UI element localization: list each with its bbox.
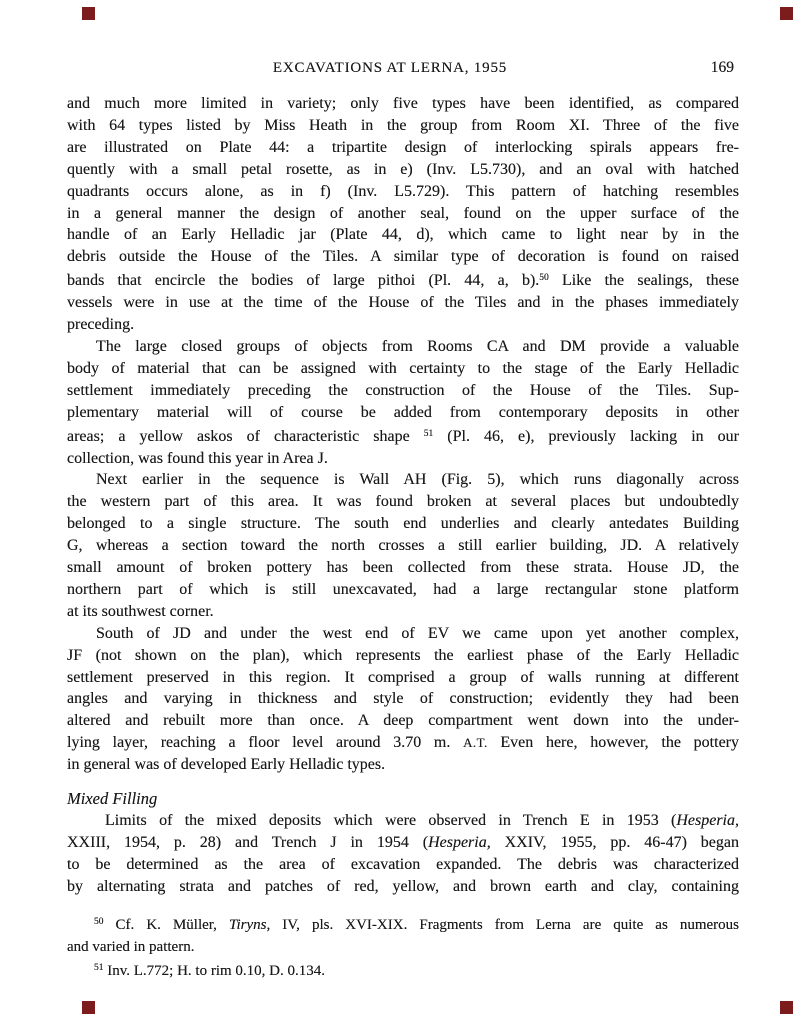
text-line <box>67 876 739 898</box>
running-head-title: EXCAVATIONS AT LERNA, 1955 <box>272 60 508 76</box>
text-line <box>67 579 739 601</box>
text-line <box>67 448 739 470</box>
text-line <box>67 937 739 959</box>
text-segment: JF (not shown on the plan), which represents the earliest phase of the Early Helladic <box>67 646 739 664</box>
text-line <box>67 469 739 491</box>
text-segment: Next earlier in the sequence is Wall AH (Fig. 5), which runs diagonally across <box>96 471 739 489</box>
text-line <box>67 535 739 557</box>
text-line <box>67 688 739 710</box>
text-line <box>67 557 739 579</box>
text-line <box>67 203 739 225</box>
text-segment: small amount of broken pottery has been collected from these strata. House JD, the <box>67 559 739 577</box>
text-segment: altered and rebuilt more than once. A deep compartment went down into the under- <box>67 712 739 730</box>
text-line <box>67 667 739 689</box>
text-segment: and varied in pattern. <box>67 938 195 955</box>
page-header <box>67 59 739 81</box>
text-segment: to be determined as the area of excavation expanded. The debris was characterized <box>67 855 739 873</box>
text-line <box>67 601 739 623</box>
text-segment: debris outside the House of the Tiles. A similar type of decoration is found on raised <box>67 248 739 266</box>
text-segment: bands that encircle the bodies of large pithoi (Pl. 44, a, b). <box>67 272 540 290</box>
text-segment: with 64 types listed by Miss Heath in the group from Room XI. Three of the five <box>67 116 739 134</box>
text-segment: settlement immediately preceding the construction of the House of the Tiles. Sup- <box>67 381 739 399</box>
text-line <box>67 912 739 937</box>
text-segment: northern part of which is still unexcavated, had a large rectangular stone platform <box>67 580 739 598</box>
text-segment: angles and varying in thickness and style of construction; evidently they had been <box>67 690 739 708</box>
text-line <box>67 424 739 448</box>
italic-text: Hesperia, <box>676 812 739 830</box>
italic-text: Tiryns, <box>228 917 271 933</box>
text-segment: Cf. K. Müller, <box>103 917 229 933</box>
text-line <box>67 137 739 159</box>
text-segment: plementary material will of course be added from contemporary deposits in other <box>67 403 739 421</box>
text-segment: lying layer, reaching a floor level around 3.70 m. <box>67 734 464 752</box>
text-line <box>67 358 739 380</box>
text-line <box>67 314 739 336</box>
footnotes-section <box>67 912 739 983</box>
text-line <box>67 380 739 402</box>
text-line <box>67 268 739 292</box>
text-line <box>67 93 739 115</box>
text-line <box>67 754 739 776</box>
section-heading: Mixed Filling <box>67 789 158 809</box>
page-number: 169 <box>710 59 734 76</box>
text-segment: South of JD and under the west end of EV we came upon yet another complex, <box>96 624 739 642</box>
text-segment: areas; a yellow askos of characteristic shape <box>67 427 424 445</box>
text-line <box>67 181 739 203</box>
text-line <box>67 115 739 137</box>
text-segment: body of material that can be assigned with certainty to the stage of the Early Helladic <box>67 359 739 377</box>
text-segment: by alternating strata and patches of red, yellow, and brown earth and clay, containing <box>67 877 739 895</box>
footnote-reference: 50 <box>94 917 104 927</box>
text-line <box>67 854 739 876</box>
corner-mark-bottom-right <box>780 1001 793 1014</box>
page-body-text <box>67 93 739 898</box>
running-head-wrap <box>54 59 726 77</box>
text-segment: XXIV, 1955, pp. 46-47) began <box>490 834 739 851</box>
text-line <box>67 623 739 645</box>
text-segment: collection, was found this year in Area J. <box>67 449 328 467</box>
text-line <box>67 336 739 358</box>
text-segment: Like the sealings, these <box>548 272 739 290</box>
text-segment: at its southwest corner. <box>67 602 214 620</box>
text-segment: are illustrated on Plate 44: a tripartite design of interlocking spirals appears fre- <box>67 138 739 156</box>
text-line <box>67 645 739 667</box>
text-line <box>67 246 739 268</box>
smallcaps-text: A.T. <box>463 735 488 751</box>
text-segment: The large closed groups of objects from Rooms CA and DM provide a valuable <box>96 337 739 355</box>
text-line <box>67 513 739 535</box>
text-line <box>67 732 739 754</box>
corner-mark-bottom-left <box>82 1001 95 1014</box>
text-line <box>67 710 739 732</box>
text-segment: in a general manner the design of another seal, found on the upper surface of the <box>67 204 739 222</box>
text-segment: (Pl. 46, e), previously lacking in our <box>433 427 739 445</box>
text-segment: settlement preserved in this region. It comprised a group of walls running at different <box>67 668 739 686</box>
corner-mark-top-right <box>780 7 793 20</box>
text-line <box>67 224 739 246</box>
text-segment: handle of an Early Helladic jar (Plate 44, d), which came to light near by in the <box>67 226 739 244</box>
text-line <box>67 402 739 424</box>
text-line <box>67 159 739 181</box>
text-line <box>67 958 739 983</box>
text-segment: in general was of developed Early Helladic types. <box>67 756 386 774</box>
text-line <box>67 491 739 513</box>
text-segment: Even here, however, the pottery <box>487 734 740 752</box>
text-segment: the western part of this area. It was found broken at several places but undoubtedly <box>67 493 739 511</box>
italic-text: Hesperia, <box>428 834 491 851</box>
text-segment: vessels were in use at the time of the House of the Tiles and in the phases immediately <box>67 294 739 312</box>
text-segment: XXIII, 1954, p. 28) and Trench J in 1954 ( <box>67 834 429 851</box>
text-segment: G, whereas a section toward the north crosses a still earlier building, JD. A relatively <box>67 537 739 555</box>
text-line <box>67 832 739 854</box>
footnote-reference: 51 <box>423 428 434 439</box>
text-segment: and much more limited in variety; only five types have been identified, as compared <box>67 95 739 112</box>
corner-mark-top-left <box>82 7 95 20</box>
text-segment: Inv. L.772; H. to rim 0.10, D. 0.134. <box>103 963 326 979</box>
text-segment: belonged to a single structure. The south end underlies and clearly antedates Building <box>67 515 739 533</box>
text-line <box>67 292 739 314</box>
footnote-reference: 51 <box>94 963 104 973</box>
text-segment: quadrants occurs alone, as in f) (Inv. L5.729). This pattern of hatching resembles <box>67 182 739 200</box>
text-segment: preceding. <box>67 316 135 334</box>
text-segment: quently with a small petal rosette, as in e) (Inv. L5.730), and an oval with hatched <box>67 160 739 178</box>
text-segment: IV, pls. XVI-XIX. Fragments from Lerna are quite as numerous <box>270 917 739 933</box>
text-segment: Limits of the mixed deposits which were observed in Trench E in 1953 ( <box>105 812 677 830</box>
footnote-reference: 50 <box>539 273 549 284</box>
text-line <box>67 810 739 832</box>
